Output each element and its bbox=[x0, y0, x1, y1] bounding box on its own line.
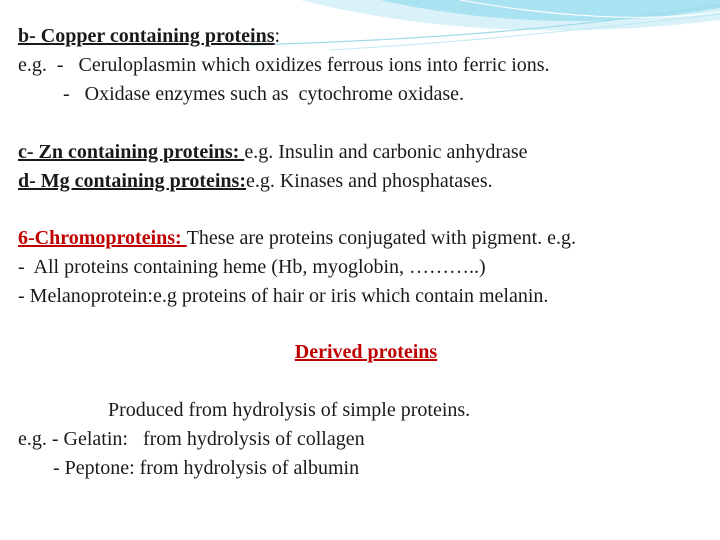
copper-example-1: e.g. - Ceruloplasmin which oxidizes ferrous ions into ferric ions. bbox=[18, 54, 550, 76]
zinc-line bbox=[18, 140, 528, 164]
chromoproteins-item-2: - Melanoprotein:e.g proteins of hair or iris which contain melanin. bbox=[18, 285, 549, 307]
magnesium-line bbox=[18, 169, 493, 193]
chromoproteins-item-1: - All proteins containing heme (Hb, myoglobin, ………..) bbox=[18, 256, 486, 278]
chromoproteins-heading: 6-Chromoproteins: bbox=[18, 227, 187, 249]
chromoproteins-line bbox=[18, 226, 576, 250]
zinc-heading: c- Zn containing proteins: bbox=[18, 141, 245, 163]
copper-example-2: - Oxidase enzymes such as cytochrome oxidase. bbox=[18, 83, 464, 105]
magnesium-text: e.g. Kinases and phosphatases. bbox=[245, 170, 493, 192]
derived-line-3: - Peptone: from hydrolysis of albumin bbox=[18, 457, 360, 479]
derived-line-2: e.g. - Gelatin: from hydrolysis of collagen bbox=[18, 428, 365, 450]
copper-colon: : bbox=[274, 25, 281, 47]
copper-heading-line bbox=[18, 24, 280, 48]
zinc-text: e.g. Insulin and carbonic anhydrase bbox=[244, 141, 528, 163]
magnesium-heading: d- Mg containing proteins: bbox=[18, 170, 246, 192]
chromoproteins-text: These are proteins conjugated with pigment. e.g. bbox=[186, 227, 577, 249]
derived-line-1: Produced from hydrolysis of simple proteins. bbox=[18, 399, 471, 421]
copper-heading: b- Copper containing proteins bbox=[18, 25, 275, 47]
derived-proteins-title: Derived proteins bbox=[294, 341, 438, 363]
